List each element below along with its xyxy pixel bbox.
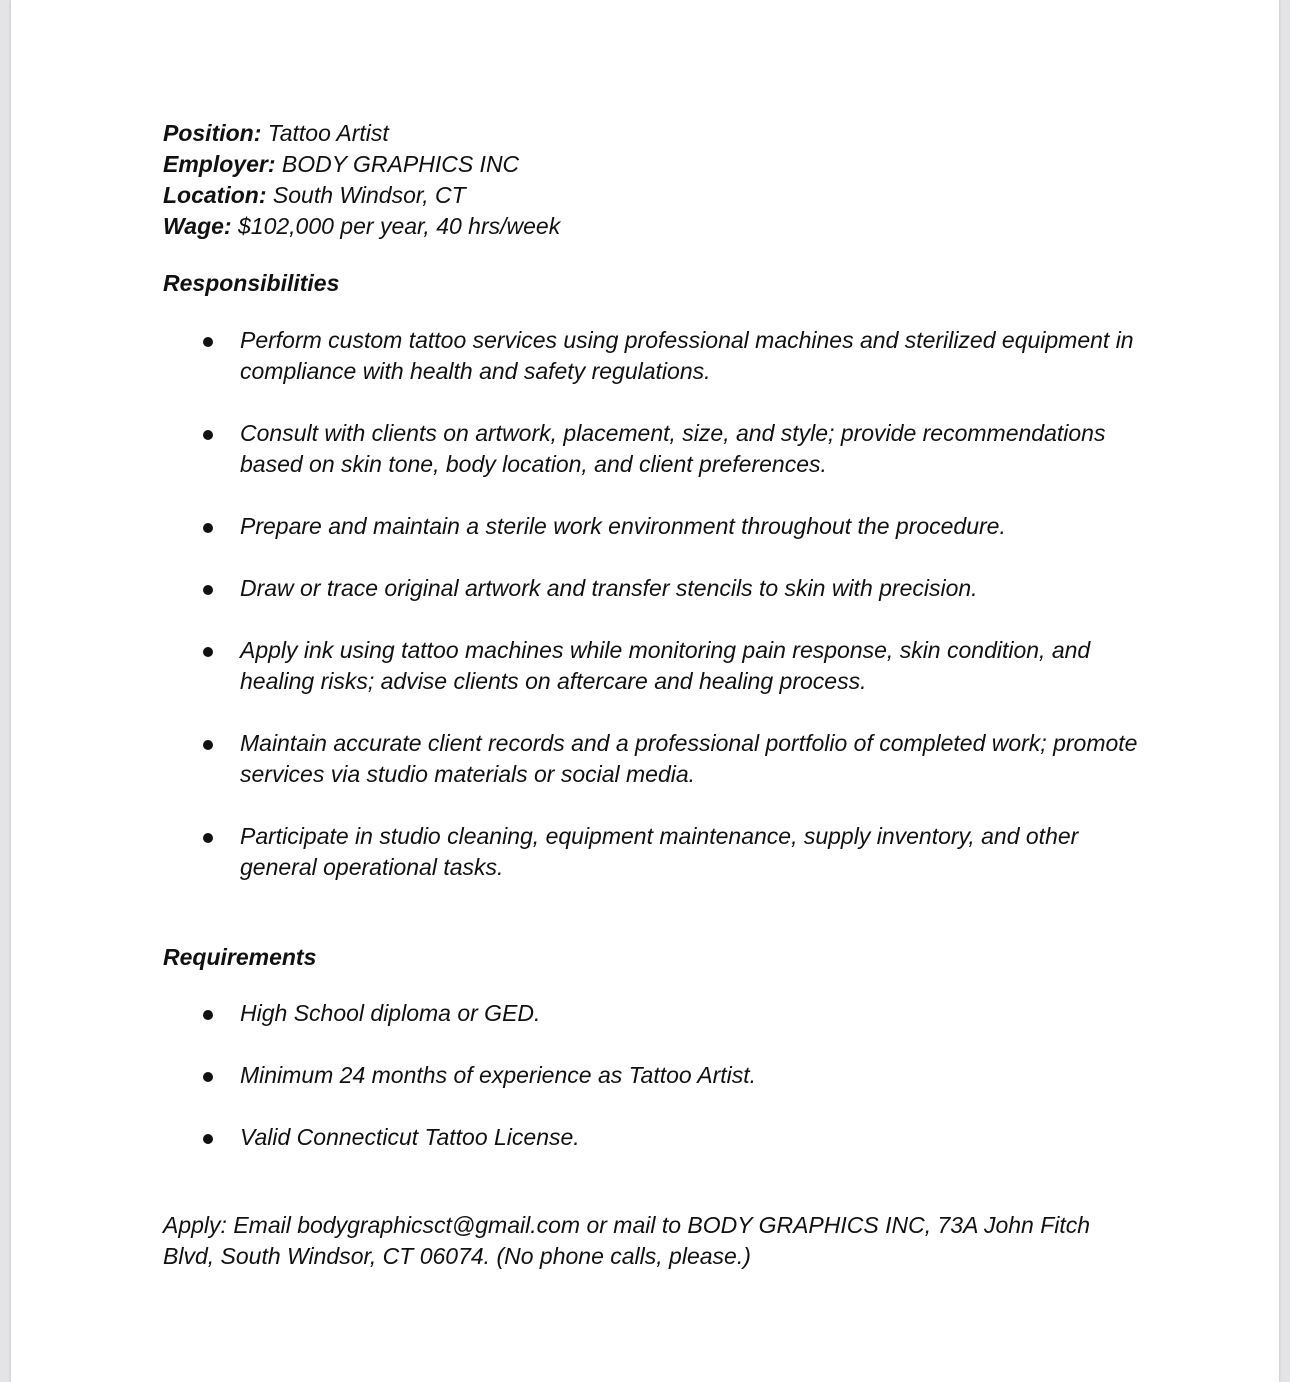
wage-line bbox=[163, 211, 1143, 242]
employer-line bbox=[163, 149, 1143, 180]
bullet-icon bbox=[203, 1134, 213, 1144]
bullet-icon bbox=[203, 1010, 213, 1020]
list-item bbox=[163, 998, 1143, 1029]
list-item-text: Valid Connecticut Tattoo License. bbox=[240, 1124, 580, 1150]
list-item-text: High School diploma or GED. bbox=[240, 1000, 541, 1026]
list-item-text: Prepare and maintain a sterile work environment throughout the procedure. bbox=[240, 513, 1006, 539]
list-item-text: Draw or trace original artwork and transfer stencils to skin with precision. bbox=[240, 575, 978, 601]
employer-label: Employer: bbox=[163, 151, 276, 177]
location-line bbox=[163, 180, 1143, 211]
list-item-text: Maintain accurate client records and a professional portfolio of completed work; promote services via studio materials or social media. bbox=[240, 730, 1138, 787]
apply-instructions: Apply: Email bodygraphicsct@gmail.com or mail to BODY GRAPHICS INC, 73A John Fitch Blvd, South Windsor, CT 06074. (No phone calls, please.) bbox=[163, 1212, 1091, 1269]
position-value: Tattoo Artist bbox=[267, 120, 389, 146]
bullet-icon bbox=[203, 430, 213, 440]
bullet-icon bbox=[203, 523, 213, 533]
requirements-list bbox=[163, 998, 1143, 1153]
list-item bbox=[163, 1060, 1143, 1091]
wage-label: Wage: bbox=[163, 213, 232, 239]
list-item bbox=[163, 418, 1143, 480]
list-item-text: Consult with clients on artwork, placement, size, and style; provide recommendations based on skin tone, body location, and client preferences. bbox=[240, 420, 1106, 477]
list-item bbox=[163, 573, 1143, 604]
document-page bbox=[11, 0, 1279, 1382]
list-item-text: Minimum 24 months of experience as Tattoo Artist. bbox=[240, 1062, 757, 1088]
location-label: Location: bbox=[163, 182, 267, 208]
document-content bbox=[163, 118, 1143, 1272]
list-item bbox=[163, 821, 1143, 883]
list-item-text: Participate in studio cleaning, equipment maintenance, supply inventory, and other general operational tasks. bbox=[240, 823, 1079, 880]
requirements-heading: Requirements bbox=[163, 944, 317, 970]
list-item-text: Apply ink using tattoo machines while monitoring pain response, skin condition, and healing risks; advise clients on aftercare and healing process. bbox=[240, 637, 1091, 694]
bullet-icon bbox=[203, 647, 213, 657]
list-item bbox=[163, 511, 1143, 542]
bullet-icon bbox=[203, 337, 213, 347]
list-item bbox=[163, 728, 1143, 790]
responsibilities-list bbox=[163, 325, 1143, 883]
bullet-icon bbox=[203, 585, 213, 595]
wage-value: $102,000 per year, 40 hrs/week bbox=[237, 213, 561, 239]
list-item bbox=[163, 635, 1143, 697]
employer-value: BODY GRAPHICS INC bbox=[281, 151, 520, 177]
list-item-text: Perform custom tattoo services using professional machines and sterilized equipment in compliance with health and safety regulations. bbox=[240, 327, 1134, 384]
bullet-icon bbox=[203, 1072, 213, 1082]
bullet-icon bbox=[203, 833, 213, 843]
responsibilities-heading: Responsibilities bbox=[163, 270, 340, 296]
list-item bbox=[163, 325, 1143, 387]
bullet-icon bbox=[203, 740, 213, 750]
position-label: Position: bbox=[163, 120, 262, 146]
list-item bbox=[163, 1122, 1143, 1153]
position-line bbox=[163, 118, 1143, 149]
location-value: South Windsor, CT bbox=[272, 182, 466, 208]
